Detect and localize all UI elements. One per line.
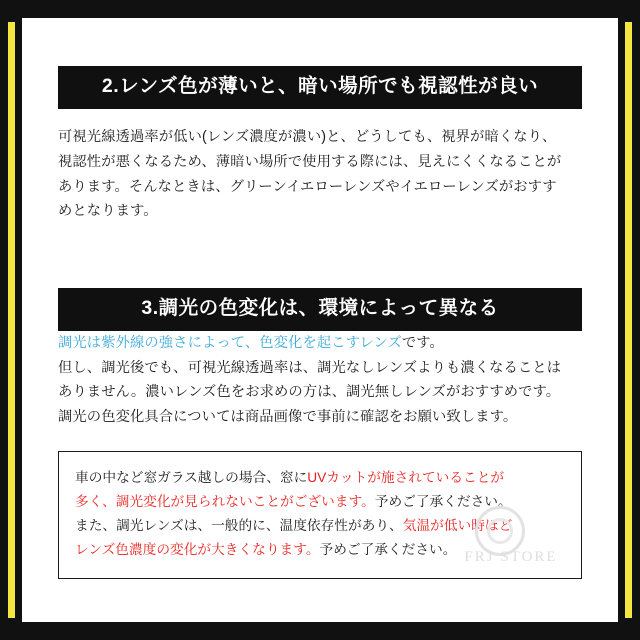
section3-heading-band	[58, 288, 582, 331]
section3-line-2: 但し、調光後でも、可視光線透過率は、調光なしレンズよりも濃くなることは	[58, 359, 562, 376]
note-line-2-highlight: 多く、調光変化が見られないことがございます。	[75, 494, 375, 510]
note-line-1-highlight: UVカットが施されていることが	[307, 470, 505, 486]
note-line-3-plain: また、調光レンズは、一般的に、温度依存性があり、	[75, 518, 403, 534]
section2-paragraph-line-1: 可視光線透過率が低い(レンズ濃度が濃い)と、どうしても、視界が暗くなり、	[58, 129, 557, 146]
watermark-text: FRJ STORE	[464, 549, 558, 566]
section3-line-3: ありません。濃いレンズ色をお求めの方は、調光無しレンズがおすすめです。	[58, 384, 561, 401]
section3-line-4: 調光の色変化具合については商品画像で事前に確認をお願い致します。	[58, 408, 518, 425]
section3-paragraph	[58, 331, 582, 429]
section2-heading-band	[58, 66, 582, 109]
watermark	[457, 506, 565, 572]
left-accent-bar	[8, 22, 15, 618]
content-page	[22, 18, 618, 622]
section2-paragraph-line-3: あります。そんなときは、グリーンイエローレンズやイエローレンズがおすす	[58, 178, 557, 195]
note-line-4-plain: 予めご了承ください。	[319, 542, 457, 558]
note-line-3-highlight: 気温が低い時ほど	[402, 518, 513, 534]
note-box	[58, 451, 582, 579]
section2-paragraph	[58, 125, 582, 223]
section3-line-1-rest: です。	[401, 335, 444, 352]
section-divider-space	[58, 224, 582, 288]
note-line-2-plain: 予めご了承ください。	[374, 494, 512, 510]
note-line-1-plain: 車の中など窓ガラス越しの場合、窓に	[75, 470, 308, 486]
section3-line-1-highlight: 調光は紫外線の強さによって、色変化を起こすレンズ	[58, 335, 402, 352]
section2-heading-text: 2.レンズ色が薄いと、暗い場所でも視認性が良い	[101, 75, 539, 97]
right-accent-bar	[625, 22, 632, 618]
note-line-4-highlight: レンズ色濃度の変化が大きくなります。	[75, 542, 320, 558]
section2-paragraph-line-4: めとなります。	[58, 203, 158, 220]
section2-paragraph-line-2: 視認性が悪くなるため、薄暗い場所で使用する際には、見えにくくなることが	[58, 153, 562, 170]
section3-heading-text: 3.調光の色変化は、環境によって異なる	[141, 296, 499, 319]
